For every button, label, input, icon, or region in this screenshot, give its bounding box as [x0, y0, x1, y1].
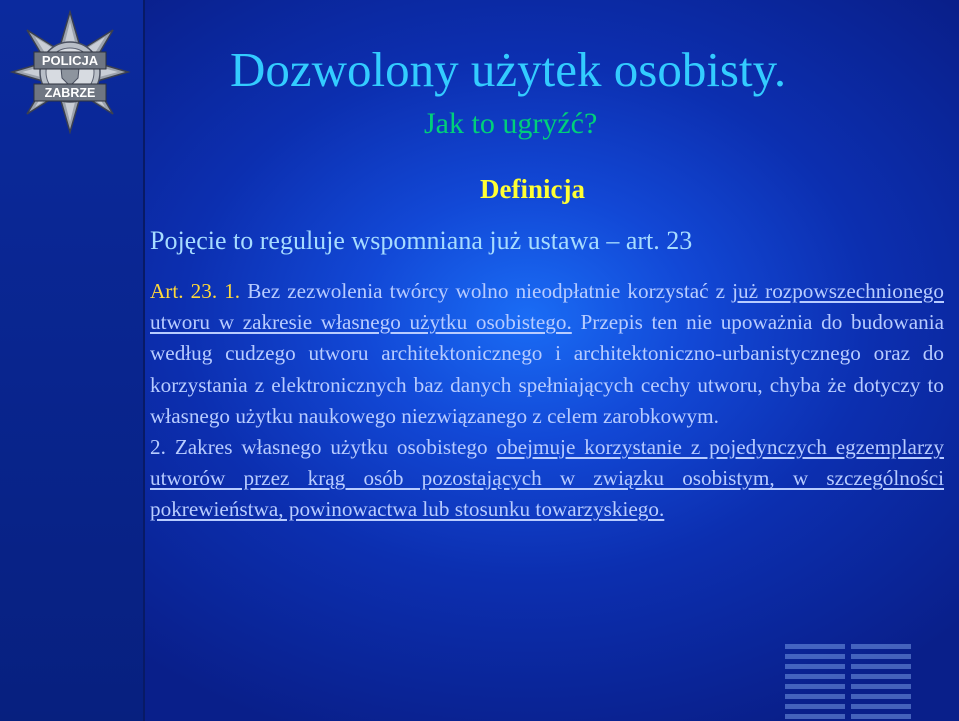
article-text [150, 276, 944, 526]
article-paragraph-2-number: 2. [150, 435, 166, 460]
article-paragraph-2-text: Zakres własnego użytku osobistego [165, 435, 497, 460]
logo-text-zabrze: ZABRZE [44, 86, 96, 100]
intro-sentence: Pojęcie to reguluje wspomniana już ustawa – art. 23 [150, 226, 693, 255]
article-paragraph-1-underlined: już rozpowszechnionego utworu w zakresie własnego użytku osobistego. [150, 279, 944, 335]
slide-title: Dozwolony użytek osobisty. [230, 42, 787, 97]
sidebar-divider [143, 0, 145, 721]
police-star-badge-icon [8, 10, 132, 134]
article-label: Art. 23. 1. [150, 279, 241, 303]
article-paragraph-2-underlined: obejmuje korzystanie z pojedynczych egzemplarzy utworów przez krąg osób pozostających w związku osobistym, w szczególności pokrewieństwa, powinowactwa lub stosunku towarzyskiego. [150, 435, 944, 522]
article-paragraph-1-rest: Przepis ten nie upoważnia do budowania według cudzego utworu architektonicznego i architektoniczno-urbanistycznego oraz do korzystania z elektronicznych baz danych spełniających cechy utworu, chyba że dotyczy to własnego użytku naukowego niezwiązanego z celem zarobkowym. [150, 310, 944, 428]
section-heading: Definicja [480, 174, 585, 204]
logo-text-policja: POLICJA [41, 53, 99, 68]
article-paragraph-1-text: Bez zezwolenia twórcy wolno nieodpłatnie korzystać z [240, 279, 733, 303]
slide-subtitle: Jak to ugryźć? [424, 107, 598, 140]
